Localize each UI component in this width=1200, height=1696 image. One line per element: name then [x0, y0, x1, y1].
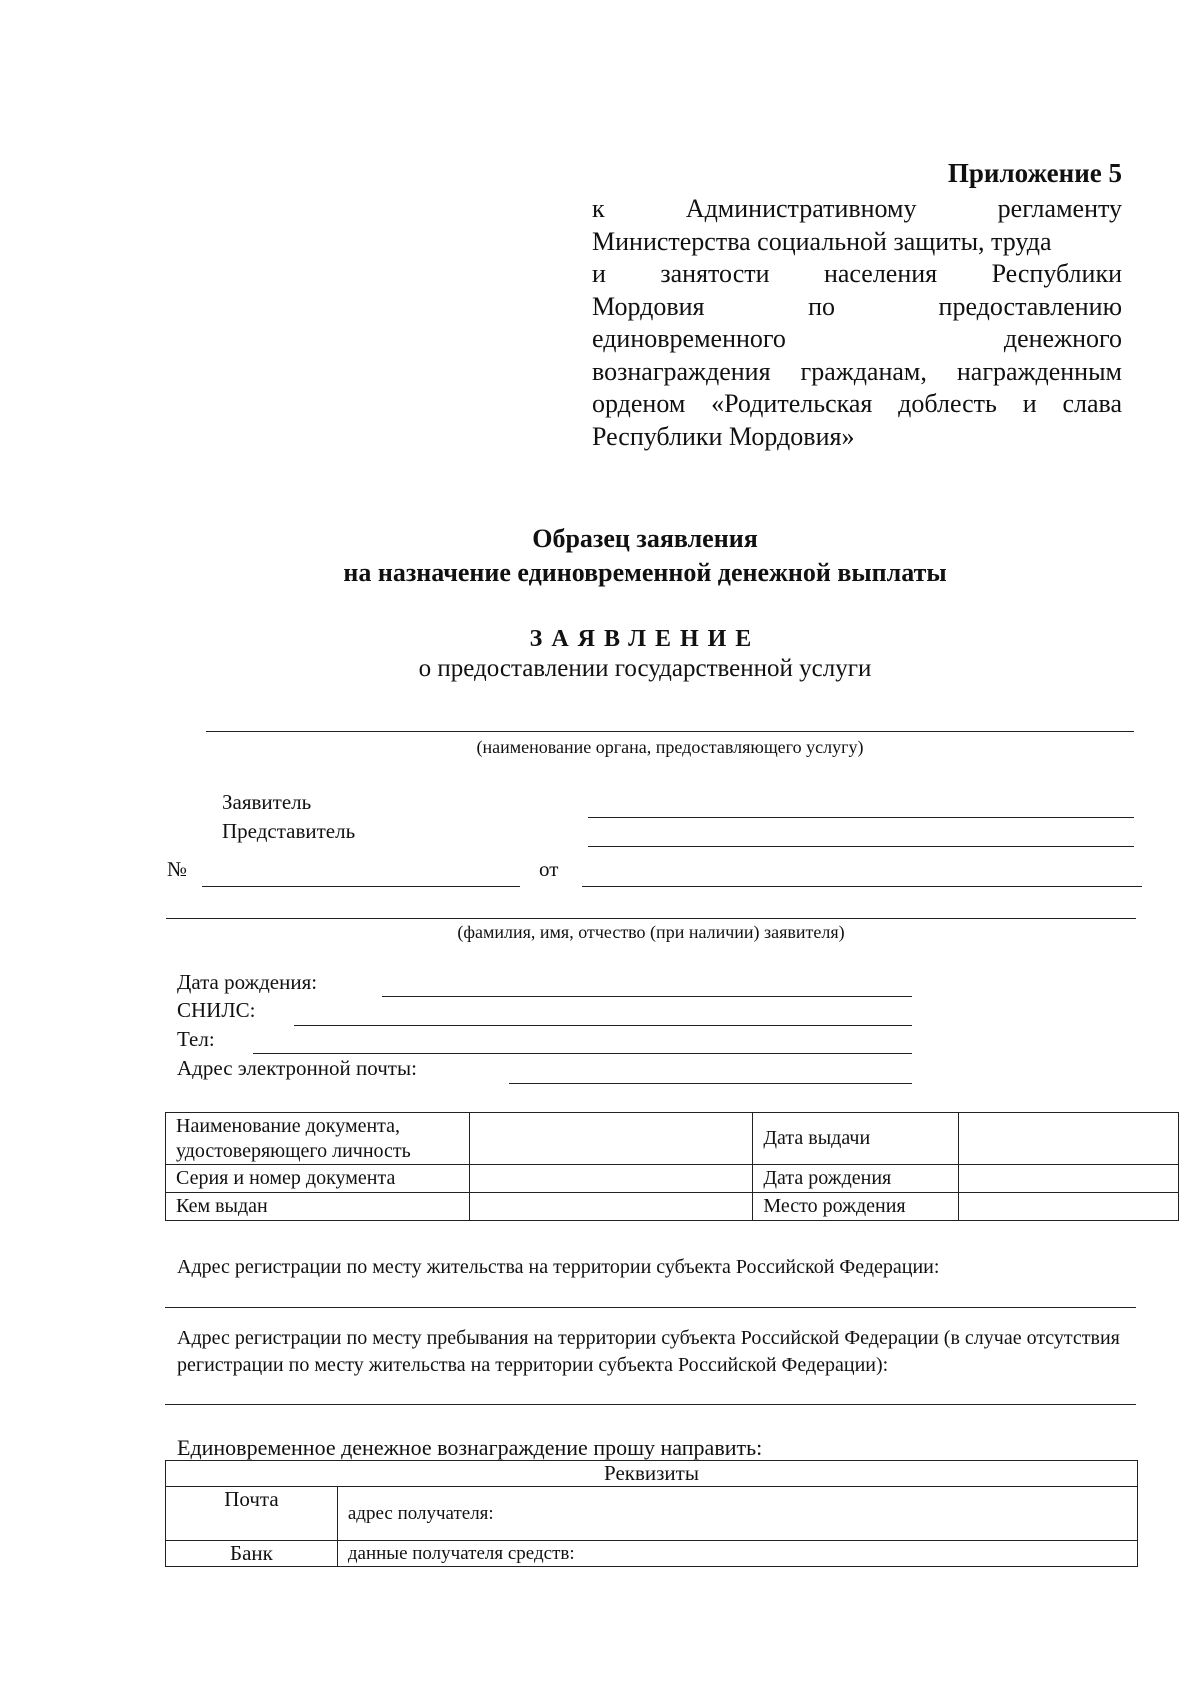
doc-number-label: Серия и номер документа — [166, 1165, 470, 1193]
payment-header: Реквизиты — [166, 1461, 1138, 1487]
applicant-line[interactable] — [588, 817, 1134, 818]
number-label: № — [167, 857, 188, 881]
birth-date-table-label: Дата рождения — [753, 1165, 959, 1193]
doc-number-cell[interactable] — [469, 1165, 753, 1193]
table-row — [166, 1165, 1179, 1193]
stay-address-line[interactable] — [165, 1404, 1136, 1405]
doc-name-cell[interactable] — [469, 1113, 753, 1165]
sample-title — [0, 522, 1200, 590]
from-label: от — [539, 857, 559, 881]
issue-date-cell[interactable] — [959, 1113, 1179, 1165]
birth-date-line[interactable] — [382, 996, 912, 997]
residence-address-label: Адрес регистрации по месту жительства на территории субъекта Российской Федерации: — [177, 1256, 940, 1278]
email-line[interactable] — [509, 1083, 912, 1084]
payment-table — [165, 1460, 1138, 1567]
appendix-line: орденом «Родительская доблесть и слава — [592, 389, 1122, 418]
payment-detail-bank[interactable]: данные получателя средств: — [337, 1541, 1137, 1567]
snils-line[interactable] — [294, 1025, 912, 1026]
snils-label: СНИЛС: — [177, 998, 256, 1022]
fio-caption: (фамилия, имя, отчество (при наличии) заявителя) — [457, 922, 845, 942]
issued-by-cell[interactable] — [469, 1193, 753, 1221]
appendix-line: к Административному регламенту — [592, 194, 1122, 223]
sample-title-line: на назначение единовременной денежной выплаты — [343, 558, 947, 587]
appendix-line: вознаграждения гражданам, награжденным — [592, 356, 1122, 386]
appendix-text — [592, 193, 1122, 453]
payment-method-post[interactable]: Почта — [166, 1487, 338, 1541]
authority-line[interactable] — [206, 731, 1134, 732]
email-label: Адрес электронной почты: — [177, 1056, 417, 1080]
table-row — [166, 1113, 1179, 1165]
stay-address-label: Адрес регистрации по месту пребывания на территории субъекта Российской Федерации (в случае отсутствия регистрации по месту жительства на территории субъекта Российской Федерации): — [177, 1327, 1120, 1376]
payment-method-bank[interactable]: Банк — [166, 1541, 338, 1567]
birth-place-cell[interactable] — [959, 1193, 1179, 1221]
birth-place-label: Место рождения — [753, 1193, 959, 1221]
authority-caption: (наименование органа, предоставляющего услугу) — [476, 737, 864, 757]
appendix-line: Республики Мордовия» — [592, 421, 855, 451]
application-heading: ЗАЯВЛЕНИЕ — [529, 626, 761, 652]
identity-document-table — [165, 1112, 1179, 1221]
phone-line[interactable] — [253, 1053, 912, 1054]
issue-date-label: Дата выдачи — [753, 1113, 959, 1165]
number-line[interactable] — [202, 886, 520, 887]
doc-name-label: Наименование документа, удостоверяющего личность — [166, 1113, 470, 1165]
birth-date-label: Дата рождения: — [177, 970, 318, 994]
appendix-line: Министерства социальной защиты, труда — [592, 226, 1052, 256]
application-subheading: о предоставлении государственной услуги — [418, 655, 872, 682]
issued-by-label: Кем выдан — [166, 1193, 470, 1221]
table-row — [166, 1487, 1138, 1541]
sample-title-line: Образец заявления — [532, 524, 758, 553]
appendix-line: и занятости населения Республики — [592, 259, 1122, 288]
appendix-title: Приложение 5 — [947, 158, 1122, 188]
fio-line[interactable] — [166, 918, 1136, 919]
residence-address-line[interactable] — [165, 1307, 1136, 1308]
payment-intro: Единовременное денежное вознаграждение прошу направить: — [177, 1435, 763, 1460]
representative-label: Представитель — [222, 819, 356, 843]
table-row — [166, 1541, 1138, 1567]
appendix-line: Мордовия по предоставлению — [592, 291, 1122, 321]
representative-line[interactable] — [588, 846, 1134, 847]
table-row — [166, 1461, 1138, 1487]
birth-date-cell[interactable] — [959, 1165, 1179, 1193]
payment-detail-post[interactable]: адрес получателя: — [337, 1487, 1137, 1541]
appendix-line: единовременного денежного — [592, 324, 1122, 353]
table-row — [166, 1193, 1179, 1221]
from-line[interactable] — [582, 886, 1142, 887]
applicant-label: Заявитель — [222, 790, 312, 814]
phone-label: Тел: — [177, 1027, 215, 1051]
